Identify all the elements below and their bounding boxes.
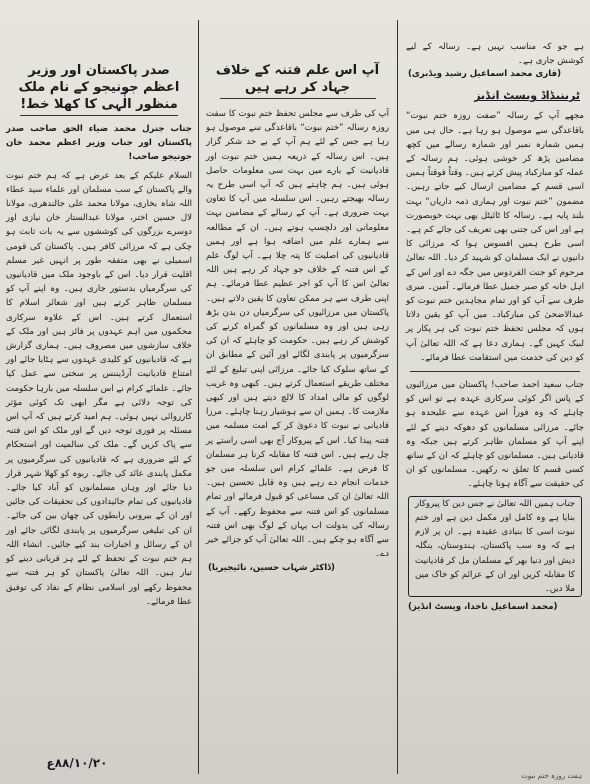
left-intro: جناب جنرل محمد ضیاء الحق صاحب صدر پاکستان اور جناب وزیر اعظم محمد خان جونیجو صاحب! bbox=[6, 124, 192, 163]
right-body-text: مجھے آپ کے رسالہ ”صفت روزہ ختم نبوت“ باقاعدگی سے موصول ہو رہا ہے۔ حال ہی میں ہمیں شمارہ نمبر اور شمارہ رسالے میں کچھ مضامین پڑھ کر خوشی ہوئی۔ ہم رسالہ کے عملہ کو مبارکباد پیش کرتے ہیں۔ وقتاً فوقتاً ہمیں اسی قسم کے مضامین ارسال کیے جاتے رہیں۔ مضمون ”ختم نبوت اور ہماری ذمہ داریاں“ بہت بلند پایہ ہے۔ رسالہ کا ٹائیٹل بھی بہت خوبصورت ہے اور اس کی جتنی بھی تعریف کی جائے کم ہے۔ اسی طرح ہمیں افسوس ہوا کہ مرزائی کا دانیوں نے ایک مسلمان کو شہید کر دیا۔ اللہ تعالیٰ مرحوم کو جنت الفردوس میں جگہ دے اور اس کے اہل خانہ کو صبر جمیل عطا فرمائے۔ آمین۔ میری طرف سے آپ کو اور تمام مجاہدین ختم نبوت کو عیدالاضحیٰ کی مبارکباد۔ میں آپ کو یقین دلاتا ہوں کہ مجلس تحفظ ختم نبوت کی ہر پکار پر لبیک کہیں گے۔ ہماری دعا ہے کہ اللہ تعالیٰ آپ کو دین کی خدمت میں استقامت عطا فرمائے۔ bbox=[406, 111, 584, 363]
right-column bbox=[400, 0, 590, 784]
right-body-text-2: جناب سعید احمد صاحب! پاکستان میں مرزائیوں کے پاس اگر کوئی سرکاری عہدہ ہے تو اس کو چاہئے کہ وہ فوراً اس عہدہ سے علیحدہ ہو جائے۔ مرزائی مسلمانوں کو دھوکہ دینے کے لئے اپنے آپ کو مسلمان ظاہر کرتے ہیں جبکہ وہ قادیانی ہیں۔ مسلمانوں کو چاہئے کہ ان کے ساتھ کسی قسم کا تعلق نہ رکھیں۔ مسلمانوں کو ان کی حقیقت سے آگاہ ہونا چاہئے۔ bbox=[406, 380, 584, 490]
right-boxed-note bbox=[408, 496, 582, 597]
right-subheading: ٹرینیڈاڈ ویسٹ انڈیز bbox=[474, 89, 580, 103]
right-bottom-signature: (محمد اسماعیل ناخدا، ویسٹ انڈیز) bbox=[408, 602, 558, 613]
right-divider bbox=[410, 371, 580, 372]
column-divider-right bbox=[397, 20, 398, 774]
right-boxed-text: جناب ہمیں اللہ تعالیٰ نے جس دین کا پیروکار بنایا ہے وہ کامل اور مکمل دین ہے اور ختم نبوت اسی کا بنیادی عقیدہ ہے۔ ان پر لازم ہے کہ وہ سب پاکستان، ہندوستان، بنگلہ دیش اور دنیا بھر کے مسلمان مل کر قادیانیت کا مقابلہ کریں اور ان کے عزائم کو خاک میں ملا دیں۔ bbox=[415, 498, 575, 594]
left-heading: صدر پاکستان اور وزیر اعظم جونیجو کے نام ملک منظور الٰہی کا کھلا خط! bbox=[18, 63, 180, 112]
middle-heading: آپ اس علم فتنہ کے خلاف جہاد کر رہے ہیں bbox=[215, 63, 380, 95]
column-divider-left bbox=[198, 20, 199, 774]
middle-signature: (ڈاکٹر شہاب حسین، نائیجیریا) bbox=[208, 562, 335, 573]
footer-strip: ہفت روزہ ختم نبوت bbox=[521, 772, 582, 780]
middle-column bbox=[200, 0, 395, 784]
left-body-text: السلام علیکم کے بعد عرض ہے کہ ہم ختم نبوت والے پاکستان کے سب مسلمان اور علماء سید عطاء اللہ شاہ بخاری، مولانا محمد علی جالندھری، مولانا لال حسین اختر، مولانا عبدالستار خان نیازی اور دوسرے بزرگوں کی کوششوں سے یہ بات ثابت ہو چکی ہے کہ مرزائی کافر ہیں۔ پاکستان کی قومی اسمبلی نے بھی متفقہ طور پر انہیں غیر مسلم اقلیت قرار دیا۔ اس کے باوجود ملک میں قادیانیوں کی سرگرمیاں بدستور جاری ہیں۔ وہ اپنے آپ کو مسلمان ظاہر کرتے ہیں اور شعائر اسلام کا استعمال کرتے ہیں۔ اس کے علاوہ سرکاری محکموں میں اہم عہدوں پر فائز ہیں اور ملک کے خلاف سازشوں میں مصروف ہیں۔ ہماری گزارش ہے کہ قادیانیوں کو کلیدی عہدوں سے ہٹایا جائے اور امتناع قادیانیت آرڈیننس پر سختی سے عمل کیا جائے۔ علمائے کرام نے اس سلسلہ میں بارہا حکومت کی توجہ دلائی ہے مگر ابھی تک کوئی مؤثر کارروائی نہیں ہوئی۔ ہم امید کرتے ہیں کہ آپ اس مسئلہ پر فوری توجہ دیں گے اور ملک کو اس فتنہ سے پاک کریں گے۔ ملک کی سالمیت اور استحکام کے لئے ضروری ہے کہ قادیانیوں کی سرگرمیوں پر مکمل پابندی عائد کی جائے۔ ربوہ کو کھلا شہر قرار دیا جائے اور وہاں مسلمانوں کو آباد کیا جائے۔ قادیانیوں کی تمام جائیدادوں کی تحقیقات کی جائیں اور ان کے بیرونی رابطوں کی چھان بین کی جائے۔ ان کی تبلیغی سرگرمیوں پر پابندی لگائی جائے اور ان کے رسائل و اخبارات بند کیے جائیں۔ انشاء اللہ ہم ختم نبوت کے تحفظ کے لئے ہر قربانی دینے کو تیار ہیں۔ اللہ تعالیٰ پاکستان کو ہر فتنہ سے محفوظ رکھے اور اسلامی نظام کے نفاذ کی توفیق عطا فرمائے۔ bbox=[6, 170, 192, 607]
left-column bbox=[0, 0, 198, 784]
right-top-signature: (قاری محمد اسماعیل رشید ویڈبری) bbox=[408, 69, 562, 80]
middle-body-text: آپ کی طرف سے مجلس تحفظ ختم نبوت کا سفت روزہ رسالہ ”ختم نبوت“ باقاعدگی سے موصول ہو رہا ہے جس کے لئے ہم آپ کے بے حد شکر گزار ہیں۔ اس رسالہ کے ذریعہ ہمیں ختم نبوت اور قادیانیت کے بارے میں بہت سی معلومات حاصل ہوئی ہیں۔ ہم چاہتے ہیں کہ آپ اسی طرح یہ رسالہ بھیجتے رہیں۔ اس سلسلہ میں آپ کا تعاون بہت ضروری ہے۔ آپ کے رسالے کے مضامین بہت معلوماتی اور دلچسپ ہوتے ہیں۔ ان کے مطالعہ سے ہمارے علم میں اضافہ ہوا ہے اور ہمیں قادیانیوں کی اصلیت کا پتہ چلا ہے۔ آپ لوگ علم کے اس فتنہ کے خلاف جو جہاد کر رہے ہیں اللہ تعالیٰ اس کا آپ کو اجر عظیم عطا فرمائے۔ ہم اپنی طرف سے ہر ممکن تعاون کا یقین دلاتے ہیں۔ پاکستان میں مرزائیوں کی سرگرمیاں دن بدن بڑھ رہی ہیں اور وہ مسلمانوں کو گمراہ کرنے کی کوشش کر رہے ہیں۔ حکومت کو چاہئے کہ ان کی سرگرمیوں پر پابندی لگائے اور آئین کے مطابق ان کے ساتھ سلوک کیا جائے۔ مرزائی اپنی تبلیغ کے لئے مختلف طریقے استعمال کرتے ہیں۔ کبھی وہ غریب لوگوں کو مالی امداد کا لالچ دیتے ہیں اور کبھی ملازمت کا۔ ہمیں ان سے ہوشیار رہنا چاہئے۔ مرزا قادیانی نے نبوت کا دعویٰ کر کے امت مسلمہ میں فتنہ پیدا کیا۔ اس کے پیروکار آج بھی اسی راستے پر چل رہے ہیں۔ اس فتنہ کا مقابلہ کرنا ہر مسلمان کا فرض ہے۔ علمائے کرام اس سلسلہ میں جو خدمات انجام دے رہے ہیں وہ قابل تحسین ہیں۔ اللہ تعالیٰ ان کی مساعی کو قبول فرمائے اور تمام مسلمانوں کو اس فتنہ سے محفوظ رکھے۔ آپ کے رسالہ کی بدولت اب یہاں کے لوگ بھی اس فتنہ سے آگاہ ہو چکے ہیں۔ اللہ تعالیٰ آپ کو جزائے خیر دے۔ bbox=[206, 109, 389, 560]
right-top-text: ہے جو کہ مناسب نہیں ہے۔ رسالہ کے لیے کوشش جاری ہے۔ bbox=[406, 42, 584, 67]
date-stamp: ۸۸/۱۰/۲۰ع bbox=[46, 756, 108, 770]
